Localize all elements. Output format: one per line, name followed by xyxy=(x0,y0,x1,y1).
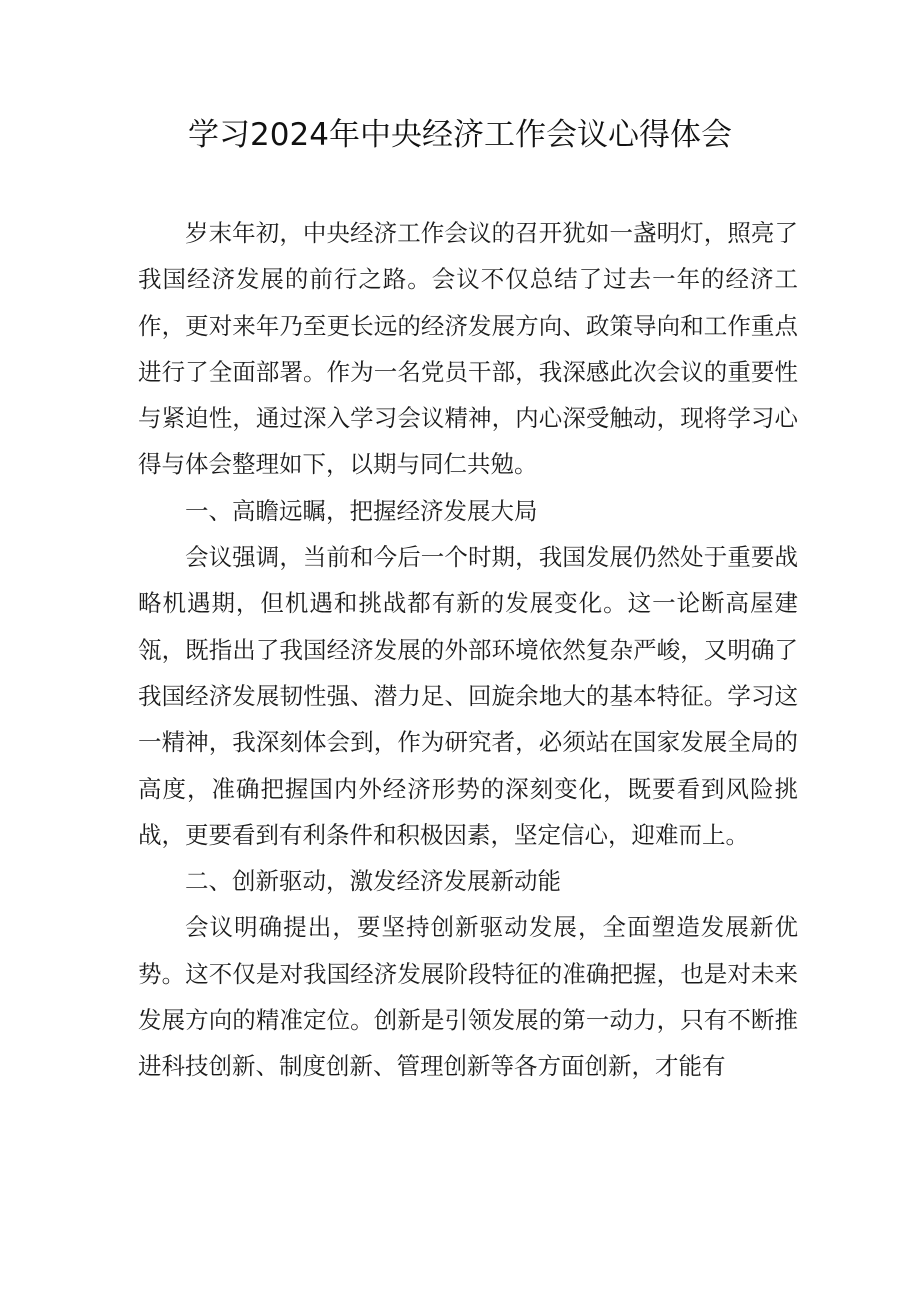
section-heading-2: 二、创新驱动，激发经济发展新动能 xyxy=(185,867,561,896)
section-heading-1: 一、高瞻远瞩，把握经济发展大局 xyxy=(185,496,538,525)
paragraph-section-1: 会议强调，当前和今后一个时期，我国发展仍然处于重要战略机遇期，但机遇和挑战都有新的发展变化。这一论断高屋建瓴，既指出了我国经济发展的外部环境依然复杂严峻，又明确了我国经济发展韧性强、潜力足、回旋余地大的基本特征。学习这一精神，我深刻体会到，作为研究者，必须站在国家发展全局的高度，准确把握国内外经济形势的深刻变化，既要看到风险挑战，更要看到有利条件和积极因素，坚定信心，迎难而上。 xyxy=(138,543,798,849)
paragraph-section-2: 会议明确提出，要坚持创新驱动发展，全面塑造发展新优势。这不仅是对我国经济发展阶段特征的准确把握，也是对未来发展方向的精准定位。创新是引领发展的第一动力，只有不断推进科技创新、制度创新、管理创新等各方面创新，才能有 xyxy=(138,913,798,1081)
paragraph-intro: 岁末年初，中央经济工作会议的召开犹如一盏明灯，照亮了我国经济发展的前行之路。会议不仅总结了过去一年的经济工作，更对来年乃至更长远的经济发展方向、政策导向和工作重点进行了全面部署。作为一名党员干部，我深感此次会议的重要性与紧迫性，通过深入学习会议精神，内心深受触动，现将学习心得与体会整理如下，以期与同仁共勉。 xyxy=(138,219,798,479)
document-title: 学习2024年中央经济工作会议心得体会 xyxy=(188,117,732,153)
document-body xyxy=(138,210,798,1090)
